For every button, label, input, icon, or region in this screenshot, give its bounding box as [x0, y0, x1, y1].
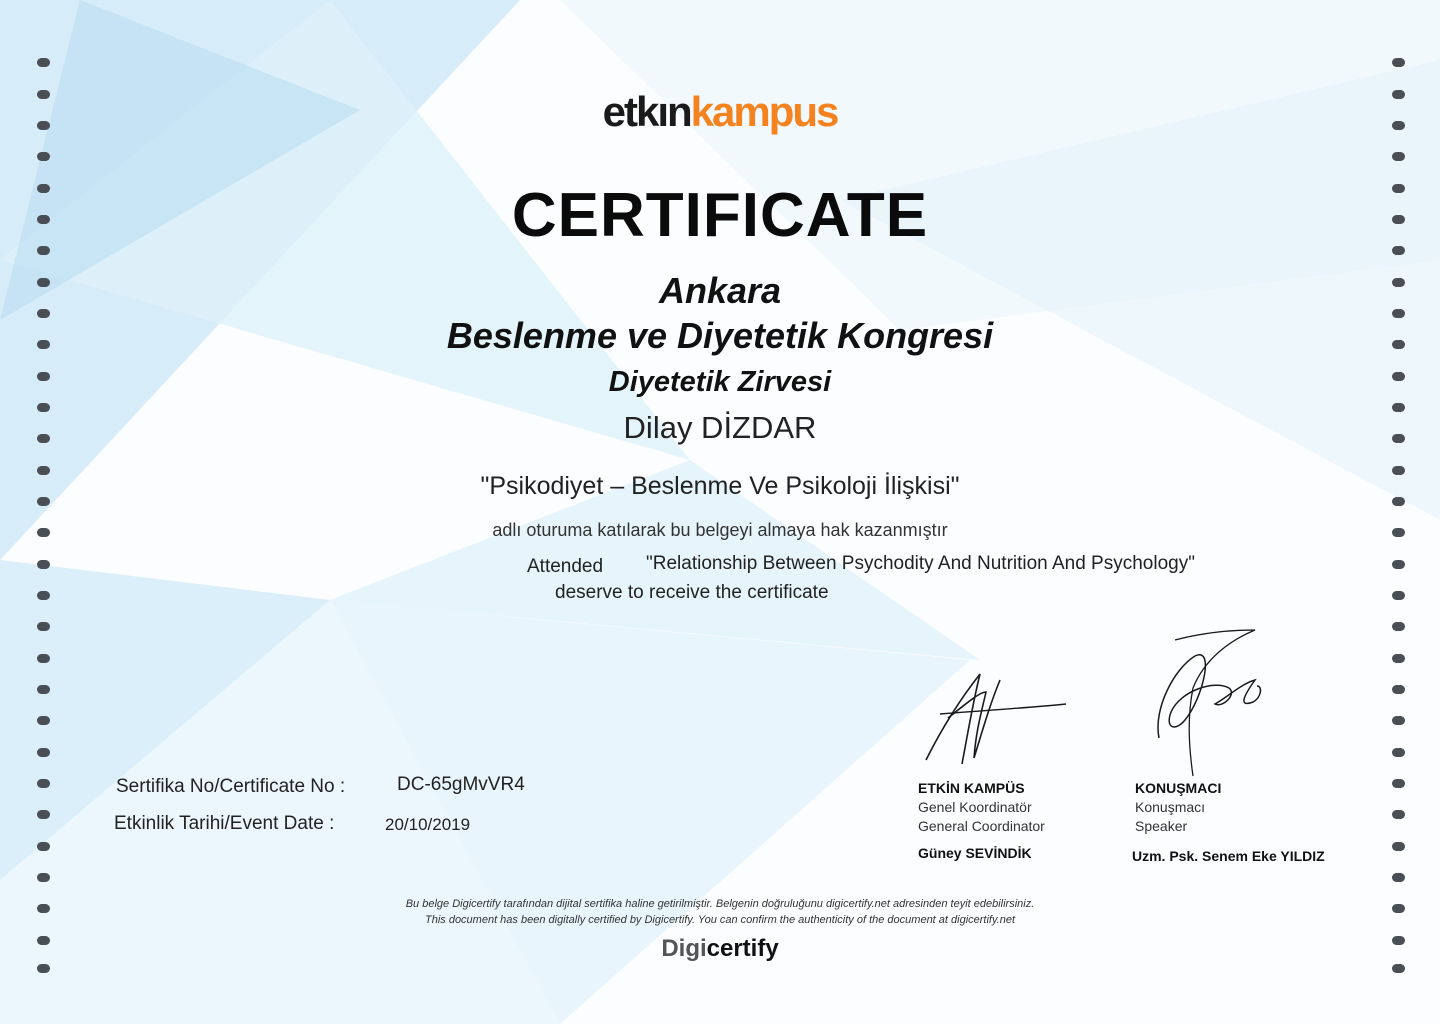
coordinator-signature — [918, 662, 1078, 772]
binder-hole — [1392, 716, 1405, 725]
binder-hole — [37, 810, 50, 819]
logo-part-kampus: kampus — [690, 88, 838, 135]
binder-hole — [1392, 152, 1405, 161]
binder-hole — [37, 152, 50, 161]
binder-hole — [37, 591, 50, 600]
binder-hole — [37, 58, 50, 67]
speaker-signature — [1145, 628, 1275, 778]
recipient-name: Dilay DİZDAR — [623, 410, 817, 445]
binder-hole — [1392, 842, 1405, 851]
binder-hole — [1392, 560, 1405, 569]
digicertify-part-digi: Digi — [661, 935, 707, 962]
summit-name: Diyetetik Zirvesi — [608, 366, 832, 398]
digicertify-logo — [0, 935, 1440, 963]
digicertify-part-certify: certify — [706, 935, 779, 962]
footer-note-tr: Bu belge Digicertify tarafından dijital sertifika haline getirilmiştir. Belgenin doğruluğunu digicertify.net adresinden teyit edebilirsiniz. — [405, 898, 1035, 910]
session-title-tr: "Psikodiyet – Beslenme Ve Psikoloji İlişkisi" — [480, 472, 960, 500]
binder-hole — [1392, 654, 1405, 663]
binder-hole — [37, 622, 50, 631]
session-title-en: "Relationship Between Psychodity And Nutrition And Psychology" — [646, 553, 1195, 574]
binder-hole — [37, 560, 50, 569]
binder-hole — [1392, 622, 1405, 631]
signatory-1-org: ETKİN KAMPÜS — [918, 780, 1025, 796]
signatory-2-name: Uzm. Psk. Senem Eke YILDIZ — [1132, 848, 1325, 864]
event-date-label: Etkinlik Tarihi/Event Date : — [114, 813, 335, 834]
certificate-title: CERTIFICATE — [511, 181, 929, 250]
binder-hole — [1392, 591, 1405, 600]
binder-hole — [1392, 964, 1405, 973]
congress-name: Beslenme ve Diyetetik Kongresi — [446, 315, 994, 356]
signatory-1-name: Güney SEVİNDİK — [918, 845, 1032, 861]
certificate-no-label: Sertifika No/Certificate No : — [116, 776, 346, 797]
binder-hole — [1392, 810, 1405, 819]
binder-hole — [37, 654, 50, 663]
signatory-2-role-tr: Konuşmacı — [1135, 799, 1206, 815]
binder-hole — [37, 779, 50, 788]
binder-hole — [1392, 779, 1405, 788]
binder-hole — [37, 716, 50, 725]
left-binder-holes — [37, 0, 51, 1024]
binder-hole — [1392, 748, 1405, 757]
statement-en: deserve to receive the certificate — [555, 582, 829, 603]
footer-note-en: This document has been digitally certified by Digicertify. You can confirm the authenticity of the document at digicertify.net — [424, 914, 1016, 926]
binder-hole — [37, 685, 50, 694]
logo-part-etkin: etkın — [602, 88, 691, 135]
attended-label: Attended — [527, 556, 604, 577]
binder-hole — [37, 964, 50, 973]
binder-hole — [37, 842, 50, 851]
etkinkampus-logo — [0, 88, 1440, 136]
binder-hole — [1392, 58, 1405, 67]
event-city: Ankara — [658, 270, 782, 311]
binder-hole — [37, 748, 50, 757]
signatory-1-role-en: General Coordinator — [918, 818, 1045, 834]
signatory-2-role-en: Speaker — [1135, 818, 1188, 834]
statement-tr: adlı oturuma katılarak bu belgeyi almaya hak kazanmıştır — [492, 520, 948, 540]
right-binder-holes — [1392, 0, 1406, 1024]
event-date: 20/10/2019 — [385, 815, 471, 834]
binder-hole — [1392, 685, 1405, 694]
binder-hole — [1392, 873, 1405, 882]
binder-hole — [37, 873, 50, 882]
signatory-2-org: KONUŞMACI — [1135, 780, 1222, 796]
signatory-1-role-tr: Genel Koordinatör — [918, 799, 1032, 815]
certificate-no: DC-65gMvVR4 — [397, 774, 525, 795]
